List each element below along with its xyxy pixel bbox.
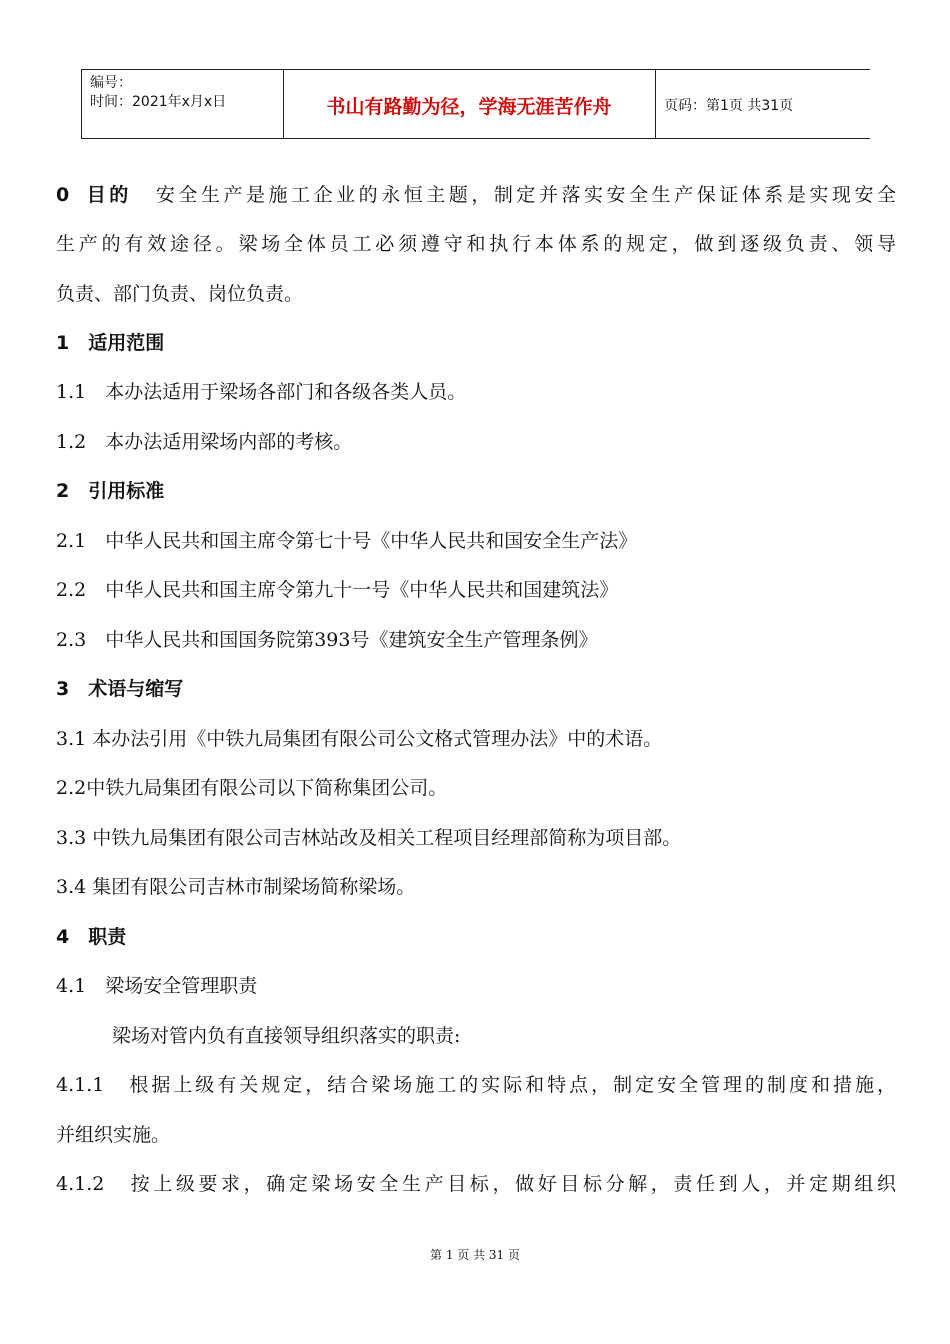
time-label: 时间：2021年x月x日 — [90, 94, 227, 110]
item-3-1: 3.1 本办法引用《中铁九局集团有限公司公文格式管理办法》中的术语。 — [56, 728, 663, 750]
document-header-table — [81, 69, 870, 139]
paragraph-purpose-line-2: 生产的有效途径。梁场全体员工必须遵守和执行本体系的规定，做到逐级负责、领导 — [56, 233, 896, 255]
header-motto: 书山有路勤为径，学海无涯苦作舟 — [326, 96, 612, 118]
section-title: 目的 — [83, 184, 132, 206]
header-divider — [655, 70, 656, 138]
header-meta — [90, 74, 226, 112]
paragraph-purpose-line-3: 负责、部门负责、岗位负责。 — [56, 283, 304, 305]
item-3-2: 2.2中铁九局集团有限公司以下简称集团公司。 — [56, 777, 448, 799]
paragraph-text: 安全生产是施工企业的永恒主题，制定并落实安全生产保证体系是实现安全 — [155, 184, 896, 206]
header-page-info: 页码：第1页 共31页 — [664, 98, 794, 114]
section-heading-terms: 3 术语与缩写 — [56, 678, 184, 700]
number-label: 编号： — [90, 75, 132, 91]
item-2-1: 2.1 中华人民共和国主席令第七十号《中华人民共和国安全生产法》 — [56, 530, 638, 552]
item-1-2: 1.2 本办法适用梁场内部的考核。 — [56, 431, 353, 453]
section-heading-duties: 4 职责 — [56, 926, 127, 948]
item-4-1-1-line-1: 4.1.1 根据上级有关规定，结合梁场施工的实际和特点，制定安全管理的制度和措施， — [56, 1074, 896, 1096]
item-2-3: 2.3 中华人民共和国国务院第393号《建筑安全生产管理条例》 — [56, 629, 598, 651]
item-2-2: 2.2 中华人民共和国主席令第九十一号《中华人民共和国建筑法》 — [56, 579, 619, 601]
item-4-1-intro: 梁场对管内负有直接领导组织落实的职责: — [112, 1025, 461, 1047]
header-divider — [81, 70, 82, 138]
item-1-1: 1.1 本办法适用于梁场各部门和各级各类人员。 — [56, 381, 467, 403]
item-3-3: 3.3 中铁九局集团有限公司吉林站改及相关工程项目经理部简称为项目部。 — [56, 827, 682, 849]
item-4-1-1-line-2: 并组织实施。 — [56, 1124, 171, 1146]
section-number: 0 — [56, 184, 70, 206]
paragraph-purpose-line-1 — [56, 183, 896, 208]
page-footer: 第 1 页 共 31 页 — [430, 1248, 520, 1262]
item-4-1: 4.1 梁场安全管理职责 — [56, 975, 258, 997]
item-4-1-2-line-1: 4.1.2 按上级要求，确定梁场安全生产目标，做好目标分解，责任到人，并定期组织 — [56, 1173, 896, 1195]
section-heading-references: 2 引用标准 — [56, 480, 165, 502]
item-3-4: 3.4 集团有限公司吉林市制梁场简称梁场。 — [56, 876, 416, 898]
section-heading-scope: 1 适用范围 — [56, 332, 165, 354]
